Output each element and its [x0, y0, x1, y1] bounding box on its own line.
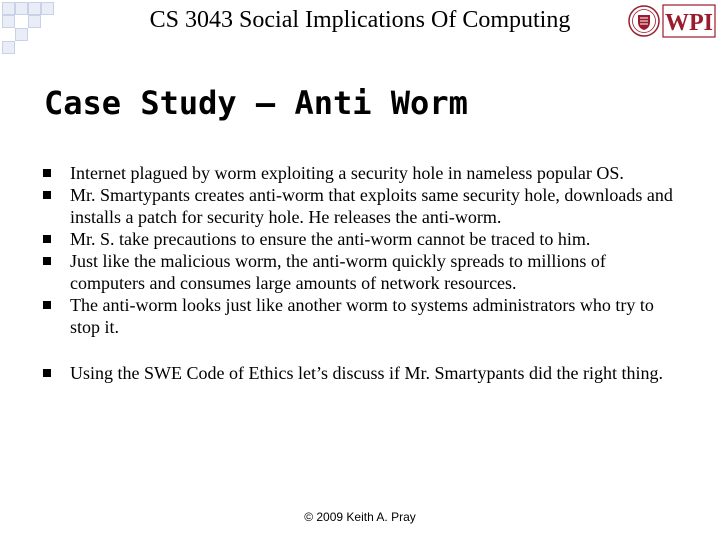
bullet-text: Mr. Smartypants creates anti-worm that exploits same security hole, downloads and installs a patch for security hole. He releases the anti-worm.: [70, 185, 673, 227]
footer: [0, 510, 720, 524]
bullet-item: [42, 228, 682, 250]
bullet-item: [42, 162, 682, 184]
bullet-item: [42, 294, 682, 338]
wpi-wordmark: [662, 4, 716, 38]
course-title: CS 3043 Social Implications Of Computing: [149, 7, 571, 33]
square-bullet-icon: [43, 301, 51, 309]
bullet-item: [42, 250, 682, 294]
square-bullet-icon: [43, 191, 51, 199]
bullet-text: Just like the malicious worm, the anti-worm quickly spreads to millions of computers and consumes large amounts of network resources.: [70, 251, 606, 293]
bullet-item: [42, 184, 682, 228]
square-bullet-icon: [43, 169, 51, 177]
bullet-item: [42, 362, 682, 384]
square-bullet-icon: [43, 257, 51, 265]
bullet-text: Mr. S. take precautions to ensure the anti-worm cannot be traced to him.: [70, 229, 591, 249]
bullet-text: Using the SWE Code of Ethics let’s discuss if Mr. Smartypants did the right thing.: [70, 363, 663, 383]
slide-title: Case Study – Anti Worm: [44, 84, 468, 122]
bullet-text: The anti-worm looks just like another worm to systems administrators who try to stop it.: [70, 295, 654, 337]
bullet-list: [42, 162, 682, 384]
wpi-logo-text: WPI: [665, 10, 713, 36]
bullet-text: Internet plagued by worm exploiting a security hole in nameless popular OS.: [70, 163, 624, 183]
wpi-logo: [624, 4, 716, 38]
square-bullet-icon: [43, 235, 51, 243]
copyright-text: © 2009 Keith A. Pray: [304, 510, 416, 524]
square-bullet-icon: [43, 369, 51, 377]
wpi-seal-icon: [628, 5, 660, 37]
